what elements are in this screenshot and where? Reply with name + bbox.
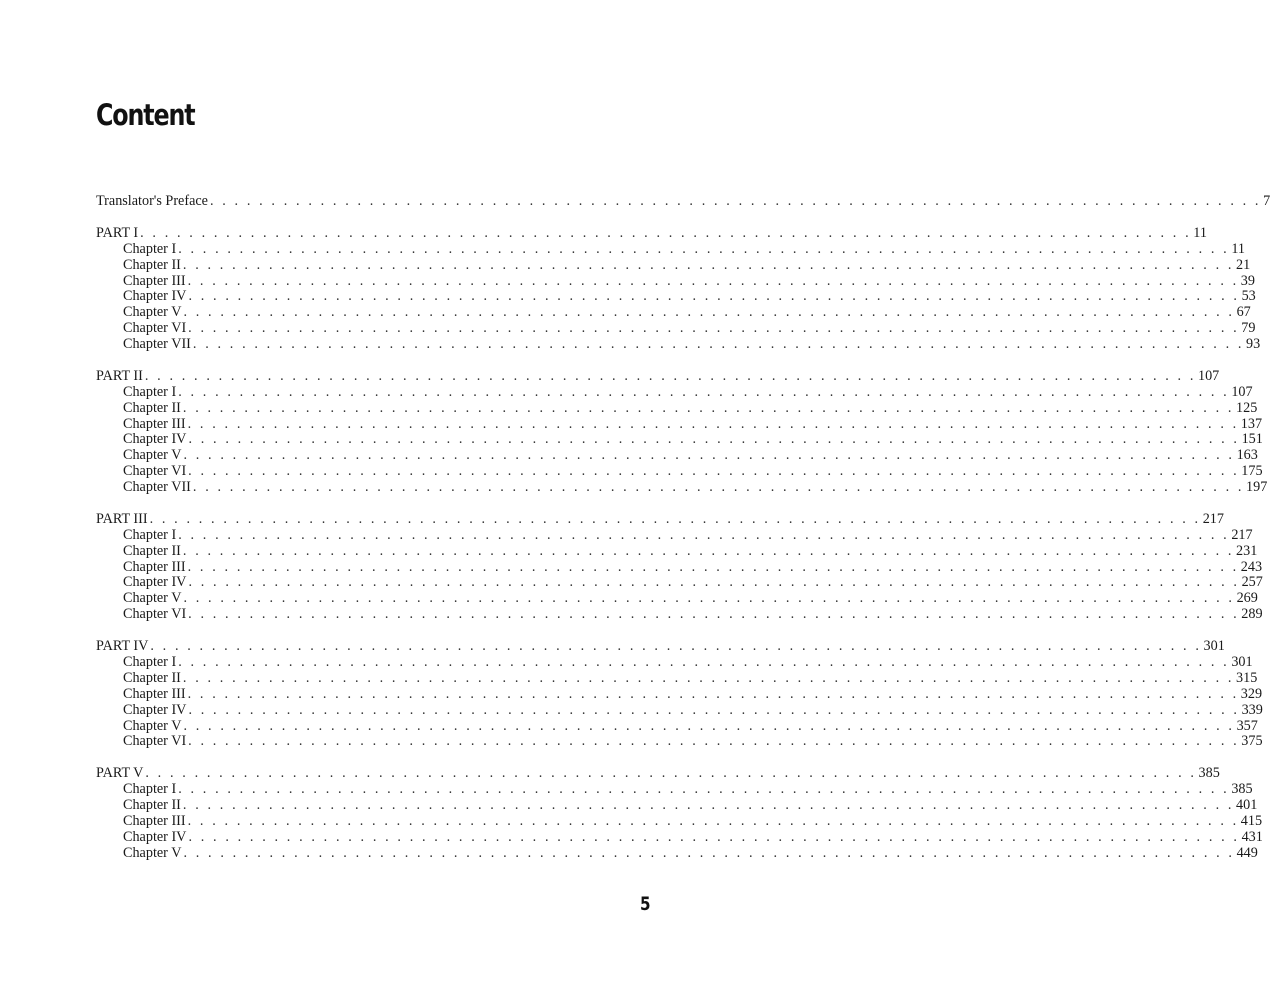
toc-chapter-entry[interactable] bbox=[96, 701, 1263, 719]
toc-chapter-entry[interactable] bbox=[96, 844, 1258, 862]
toc-chapter-entry[interactable] bbox=[96, 240, 1245, 258]
toc-entry-page: 385 bbox=[1198, 765, 1220, 782]
toc-dot-leader: . . . . . . . . . . . . . . . . . . . . . . . . . . . . . . . . . . . . . . . . . . . . . . . . . . . . . . . . . . . . . . . . . . . . . . . . . . . . . . . . . . . . . . bbox=[188, 606, 1240, 623]
toc-entry-label: Chapter VI bbox=[123, 463, 187, 480]
toc-part-entry[interactable] bbox=[96, 765, 1220, 782]
toc-entry-label: Chapter VII bbox=[123, 479, 191, 496]
toc-chapter-entry[interactable] bbox=[96, 542, 1258, 560]
toc-chapter-entry[interactable] bbox=[96, 717, 1258, 735]
toc-entry-page: 67 bbox=[1236, 304, 1251, 321]
toc-entry-label: Chapter III bbox=[123, 558, 186, 575]
toc-entry-page: 415 bbox=[1240, 812, 1263, 829]
toc-entry-label: Chapter II bbox=[123, 669, 181, 686]
toc-part-entry[interactable] bbox=[96, 638, 1225, 655]
toc-entry-page: 175 bbox=[1241, 463, 1263, 480]
toc-chapter-entry[interactable] bbox=[96, 526, 1253, 544]
toc-chapter-entry[interactable] bbox=[96, 558, 1263, 576]
toc-entry-page: 289 bbox=[1241, 606, 1263, 623]
toc-entry-page: 79 bbox=[1241, 320, 1256, 337]
toc-entry-page: 39 bbox=[1240, 272, 1255, 289]
table-of-contents bbox=[96, 193, 1270, 877]
toc-dot-leader: . . . . . . . . . . . . . . . . . . . . . . . . . . . . . . . . . . . . . . . . . . . . . . . . . . . . . . . . . . . . . . . . . . . . . . . . . . . . . . . . . . . . . . bbox=[182, 256, 1235, 273]
toc-entry-page: 93 bbox=[1246, 336, 1261, 353]
toc-entry-page: 163 bbox=[1236, 447, 1258, 464]
toc-part-entry[interactable] bbox=[96, 224, 1207, 242]
toc-dot-leader: . . . . . . . . . . . . . . . . . . . . . . . . . . . . . . . . . . . . . . . . . . . . . . . . . . . . . . . . . . . . . . . . . . . . . . . . . . . . . . . . . . . . . . bbox=[183, 304, 1235, 321]
toc-entry-label: Chapter V bbox=[123, 304, 182, 321]
toc-entry-page: 11 bbox=[1193, 224, 1207, 241]
toc-chapter-entry[interactable] bbox=[96, 685, 1263, 703]
toc-entry-label: Chapter IV bbox=[123, 828, 187, 845]
toc-dot-leader: . . . . . . . . . . . . . . . . . . . . . . . . . . . . . . . . . . . . . . . . . . . . . . . . . . . . . . . . . . . . . . . . . . . . . . . . . . . . . . . . . . . . . . bbox=[188, 574, 1240, 591]
toc-entry-label: Chapter IV bbox=[123, 431, 187, 448]
toc-dot-leader: . . . . . . . . . . . . . . . . . . . . . . . . . . . . . . . . . . . . . . . . . . . . . . . . . . . . . . . . . . . . . . . . . . . . . . . . . . . . . . . . . . . . . . bbox=[188, 828, 1240, 845]
toc-dot-leader: . . . . . . . . . . . . . . . . . . . . . . . . . . . . . . . . . . . . . . . . . . . . . . . . . . . . . . . . . . . . . . . . . . . . . . . . . . . . . . . . . . . . . . bbox=[188, 431, 1240, 448]
toc-entry-label: Chapter V bbox=[123, 844, 182, 861]
toc-dot-leader: . . . . . . . . . . . . . . . . . . . . . . . . . . . . . . . . . . . . . . . . . . . . . . . . . . . . . . . . . . . . . . . . . . . . . . . . . . . . . . . . . . . . . . bbox=[150, 638, 1202, 655]
toc-entry-label: Chapter III bbox=[123, 272, 186, 289]
toc-entry-page: 357 bbox=[1236, 717, 1258, 734]
toc-entry-label: Chapter IV bbox=[123, 574, 187, 591]
toc-entry-page: 7 bbox=[1263, 193, 1270, 209]
toc-entry-label: Chapter I bbox=[123, 781, 177, 798]
toc-entry-page: 243 bbox=[1240, 558, 1263, 575]
toc-group bbox=[96, 510, 1263, 623]
toc-entry-page: 269 bbox=[1236, 590, 1258, 607]
toc-part-entry[interactable] bbox=[96, 193, 1270, 210]
toc-dot-leader: . . . . . . . . . . . . . . . . . . . . . . . . . . . . . . . . . . . . . . . . . . . . . . . . . . . . . . . . . . . . . . . . . . . . . . . . . . . . . . . . . . . . . . bbox=[209, 193, 1262, 209]
toc-chapter-entry[interactable] bbox=[96, 796, 1258, 814]
toc-entry-label: Chapter II bbox=[123, 542, 181, 559]
toc-dot-leader: . . . . . . . . . . . . . . . . . . . . . . . . . . . . . . . . . . . . . . . . . . . . . . . . . . . . . . . . . . . . . . . . . . . . . . . . . . . . . . . . . . . . . . bbox=[187, 272, 1239, 289]
toc-dot-leader: . . . . . . . . . . . . . . . . . . . . . . . . . . . . . . . . . . . . . . . . . . . . . . . . . . . . . . . . . . . . . . . . . . . . . . . . . . . . . . . . . . . . . . bbox=[182, 399, 1235, 416]
toc-chapter-entry[interactable] bbox=[96, 256, 1251, 274]
toc-chapter-entry[interactable] bbox=[96, 383, 1253, 401]
toc-dot-leader: . . . . . . . . . . . . . . . . . . . . . . . . . . . . . . . . . . . . . . . . . . . . . . . . . . . . . . . . . . . . . . . . . . . . . . . . . . . . . . . . . . . . . . bbox=[183, 447, 1235, 464]
toc-dot-leader: . . . . . . . . . . . . . . . . . . . . . . . . . . . . . . . . . . . . . . . . . . . . . . . . . . . . . . . . . . . . . . . . . . . . . . . . . . . . . . . . . . . . . . bbox=[182, 669, 1235, 686]
toc-entry-label: Chapter VII bbox=[123, 336, 191, 353]
toc-entry-page: 257 bbox=[1241, 574, 1263, 591]
toc-entry-label: PART I bbox=[96, 224, 139, 241]
toc-chapter-entry[interactable] bbox=[96, 431, 1263, 448]
toc-dot-leader: . . . . . . . . . . . . . . . . . . . . . . . . . . . . . . . . . . . . . . . . . . . . . . . . . . . . . . . . . . . . . . . . . . . . . . . . . . . . . . . . . . . . . . bbox=[178, 526, 1230, 543]
toc-entry-label: Chapter VI bbox=[123, 733, 187, 750]
toc-dot-leader: . . . . . . . . . . . . . . . . . . . . . . . . . . . . . . . . . . . . . . . . . . . . . . . . . . . . . . . . . . . . . . . . . . . . . . . . . . . . . . . . . . . . . . bbox=[178, 240, 1230, 257]
toc-entry-label: Chapter VI bbox=[123, 320, 187, 337]
toc-entry-page: 217 bbox=[1202, 510, 1224, 527]
toc-entry-label: Chapter V bbox=[123, 590, 182, 607]
toc-chapter-entry[interactable] bbox=[96, 733, 1263, 750]
toc-chapter-entry[interactable] bbox=[96, 781, 1253, 798]
toc-dot-leader: . . . . . . . . . . . . . . . . . . . . . . . . . . . . . . . . . . . . . . . . . . . . . . . . . . . . . . . . . . . . . . . . . . . . . . . . . . . . . . . . . . . . . . bbox=[188, 733, 1240, 750]
toc-entry-label: PART III bbox=[96, 510, 148, 527]
toc-dot-leader: . . . . . . . . . . . . . . . . . . . . . . . . . . . . . . . . . . . . . . . . . . . . . . . . . . . . . . . . . . . . . . . . . . . . . . . . . . . . . . . . . . . . . . bbox=[192, 336, 1245, 353]
toc-entry-page: 151 bbox=[1241, 431, 1263, 448]
toc-chapter-entry[interactable] bbox=[96, 590, 1258, 607]
page-number: 5 bbox=[640, 893, 651, 915]
toc-entry-page: 217 bbox=[1231, 526, 1253, 543]
toc-dot-leader: . . . . . . . . . . . . . . . . . . . . . . . . . . . . . . . . . . . . . . . . . . . . . . . . . . . . . . . . . . . . . . . . . . . . . . . . . . . . . . . . . . . . . . bbox=[144, 367, 1196, 384]
toc-chapter-entry[interactable] bbox=[96, 669, 1258, 687]
toc-chapter-entry[interactable] bbox=[96, 812, 1263, 830]
toc-entry-label: Chapter III bbox=[123, 415, 186, 432]
toc-entry-page: 107 bbox=[1197, 367, 1220, 384]
toc-chapter-entry[interactable] bbox=[96, 606, 1263, 623]
toc-dot-leader: . . . . . . . . . . . . . . . . . . . . . . . . . . . . . . . . . . . . . . . . . . . . . . . . . . . . . . . . . . . . . . . . . . . . . . . . . . . . . . . . . . . . . . bbox=[178, 383, 1230, 400]
toc-entry-page: 21 bbox=[1236, 256, 1251, 273]
toc-entry-page: 375 bbox=[1241, 733, 1263, 750]
toc-entry-label: PART IV bbox=[96, 638, 149, 655]
toc-dot-leader: . . . . . . . . . . . . . . . . . . . . . . . . . . . . . . . . . . . . . . . . . . . . . . . . . . . . . . . . . . . . . . . . . . . . . . . . . . . . . . . . . . . . . . bbox=[178, 781, 1230, 798]
toc-dot-leader: . . . . . . . . . . . . . . . . . . . . . . . . . . . . . . . . . . . . . . . . . . . . . . . . . . . . . . . . . . . . . . . . . . . . . . . . . . . . . . . . . . . . . . bbox=[145, 765, 1197, 782]
toc-dot-leader: . . . . . . . . . . . . . . . . . . . . . . . . . . . . . . . . . . . . . . . . . . . . . . . . . . . . . . . . . . . . . . . . . . . . . . . . . . . . . . . . . . . . . . bbox=[187, 812, 1239, 829]
toc-entry-page: 431 bbox=[1241, 828, 1263, 845]
toc-group bbox=[96, 765, 1263, 861]
toc-entry-page: 231 bbox=[1236, 542, 1258, 559]
toc-entry-page: 301 bbox=[1203, 638, 1225, 655]
toc-entry-label: PART II bbox=[96, 367, 143, 384]
toc-dot-leader: . . . . . . . . . . . . . . . . . . . . . . . . . . . . . . . . . . . . . . . . . . . . . . . . . . . . . . . . . . . . . . . . . . . . . . . . . . . . . . . . . . . . . . bbox=[183, 590, 1235, 607]
toc-entry-page: 385 bbox=[1231, 781, 1253, 798]
toc-entry-label: Chapter II bbox=[123, 399, 181, 416]
toc-entry-page: 329 bbox=[1240, 685, 1263, 702]
toc-entry-label: Chapter I bbox=[123, 383, 177, 400]
toc-dot-leader: . . . . . . . . . . . . . . . . . . . . . . . . . . . . . . . . . . . . . . . . . . . . . . . . . . . . . . . . . . . . . . . . . . . . . . . . . . . . . . . . . . . . . . bbox=[178, 653, 1230, 670]
toc-entry-page: 197 bbox=[1246, 479, 1268, 496]
toc-chapter-entry[interactable] bbox=[96, 479, 1268, 496]
toc-chapter-entry[interactable] bbox=[96, 272, 1255, 290]
toc-dot-leader: . . . . . . . . . . . . . . . . . . . . . . . . . . . . . . . . . . . . . . . . . . . . . . . . . . . . . . . . . . . . . . . . . . . . . . . . . . . . . . . . . . . . . . bbox=[188, 463, 1240, 480]
toc-group bbox=[96, 638, 1263, 750]
toc-entry-label: Chapter V bbox=[123, 717, 182, 734]
toc-part-entry[interactable] bbox=[96, 510, 1224, 528]
toc-entry-page: 301 bbox=[1231, 653, 1253, 670]
toc-entry-label: Chapter V bbox=[123, 447, 182, 464]
toc-entry-label: Chapter III bbox=[123, 812, 186, 829]
toc-chapter-entry[interactable] bbox=[96, 828, 1263, 846]
toc-entry-label: Chapter III bbox=[123, 685, 186, 702]
toc-entry-label: Translator's Preface bbox=[96, 193, 208, 209]
toc-entry-label: Chapter II bbox=[123, 256, 181, 273]
toc-dot-leader: . . . . . . . . . . . . . . . . . . . . . . . . . . . . . . . . . . . . . . . . . . . . . . . . . . . . . . . . . . . . . . . . . . . . . . . . . . . . . . . . . . . . . . bbox=[187, 558, 1239, 575]
toc-entry-page: 339 bbox=[1241, 701, 1263, 718]
toc-entry-label: Chapter II bbox=[123, 796, 181, 813]
toc-entry-label: Chapter I bbox=[123, 526, 177, 543]
toc-dot-leader: . . . . . . . . . . . . . . . . . . . . . . . . . . . . . . . . . . . . . . . . . . . . . . . . . . . . . . . . . . . . . . . . . . . . . . . . . . . . . . . . . . . . . . bbox=[183, 844, 1235, 861]
toc-chapter-entry[interactable] bbox=[96, 574, 1263, 591]
toc-entry-page: 449 bbox=[1236, 844, 1258, 861]
toc-dot-leader: . . . . . . . . . . . . . . . . . . . . . . . . . . . . . . . . . . . . . . . . . . . . . . . . . . . . . . . . . . . . . . . . . . . . . . . . . . . . . . . . . . . . . . bbox=[182, 796, 1235, 813]
toc-entry-label: Chapter VI bbox=[123, 606, 187, 623]
toc-entry-page: 401 bbox=[1236, 796, 1258, 813]
toc-chapter-entry[interactable] bbox=[96, 463, 1263, 480]
toc-entry-label: PART V bbox=[96, 765, 144, 782]
toc-entry-page: 107 bbox=[1231, 383, 1253, 400]
page-title: Content bbox=[96, 98, 195, 132]
toc-chapter-entry[interactable] bbox=[96, 653, 1253, 671]
toc-dot-leader: . . . . . . . . . . . . . . . . . . . . . . . . . . . . . . . . . . . . . . . . . . . . . . . . . . . . . . . . . . . . . . . . . . . . . . . . . . . . . . . . . . . . . . bbox=[188, 701, 1240, 718]
toc-chapter-entry[interactable] bbox=[96, 415, 1263, 433]
toc-entry-label: Chapter I bbox=[123, 653, 177, 670]
toc-group bbox=[96, 224, 1261, 353]
toc-entry-label: Chapter IV bbox=[123, 288, 187, 305]
toc-entry-page: 137 bbox=[1240, 415, 1263, 432]
toc-dot-leader: . . . . . . . . . . . . . . . . . . . . . . . . . . . . . . . . . . . . . . . . . . . . . . . . . . . . . . . . . . . . . . . . . . . . . . . . . . . . . . . . . . . . . . bbox=[188, 320, 1240, 337]
toc-chapter-entry[interactable] bbox=[96, 399, 1258, 417]
toc-chapter-entry[interactable] bbox=[96, 288, 1256, 305]
toc-entry-label: Chapter IV bbox=[123, 701, 187, 718]
toc-dot-leader: . . . . . . . . . . . . . . . . . . . . . . . . . . . . . . . . . . . . . . . . . . . . . . . . . . . . . . . . . . . . . . . . . . . . . . . . . . . . . . . . . . . . . . bbox=[140, 224, 1192, 241]
toc-group bbox=[96, 193, 1270, 210]
toc-dot-leader: . . . . . . . . . . . . . . . . . . . . . . . . . . . . . . . . . . . . . . . . . . . . . . . . . . . . . . . . . . . . . . . . . . . . . . . . . . . . . . . . . . . . . . bbox=[187, 685, 1239, 702]
toc-dot-leader: . . . . . . . . . . . . . . . . . . . . . . . . . . . . . . . . . . . . . . . . . . . . . . . . . . . . . . . . . . . . . . . . . . . . . . . . . . . . . . . . . . . . . . bbox=[187, 415, 1239, 432]
toc-dot-leader: . . . . . . . . . . . . . . . . . . . . . . . . . . . . . . . . . . . . . . . . . . . . . . . . . . . . . . . . . . . . . . . . . . . . . . . . . . . . . . . . . . . . . . bbox=[192, 479, 1245, 496]
toc-dot-leader: . . . . . . . . . . . . . . . . . . . . . . . . . . . . . . . . . . . . . . . . . . . . . . . . . . . . . . . . . . . . . . . . . . . . . . . . . . . . . . . . . . . . . . bbox=[188, 288, 1240, 305]
toc-entry-label: Chapter I bbox=[123, 240, 177, 257]
toc-group bbox=[96, 367, 1268, 496]
toc-entry-page: 125 bbox=[1236, 399, 1258, 416]
toc-chapter-entry[interactable] bbox=[96, 304, 1251, 321]
toc-dot-leader: . . . . . . . . . . . . . . . . . . . . . . . . . . . . . . . . . . . . . . . . . . . . . . . . . . . . . . . . . . . . . . . . . . . . . . . . . . . . . . . . . . . . . . bbox=[182, 542, 1235, 559]
toc-dot-leader: . . . . . . . . . . . . . . . . . . . . . . . . . . . . . . . . . . . . . . . . . . . . . . . . . . . . . . . . . . . . . . . . . . . . . . . . . . . . . . . . . . . . . . bbox=[183, 717, 1235, 734]
toc-dot-leader: . . . . . . . . . . . . . . . . . . . . . . . . . . . . . . . . . . . . . . . . . . . . . . . . . . . . . . . . . . . . . . . . . . . . . . . . . . . . . . . . . . . . . . bbox=[149, 510, 1201, 527]
toc-chapter-entry[interactable] bbox=[96, 320, 1256, 337]
toc-entry-page: 53 bbox=[1241, 288, 1256, 305]
toc-entry-page: 315 bbox=[1236, 669, 1258, 686]
toc-chapter-entry[interactable] bbox=[96, 336, 1261, 353]
toc-chapter-entry[interactable] bbox=[96, 447, 1258, 464]
toc-part-entry[interactable] bbox=[96, 367, 1220, 385]
toc-entry-page: 11 bbox=[1231, 240, 1245, 257]
